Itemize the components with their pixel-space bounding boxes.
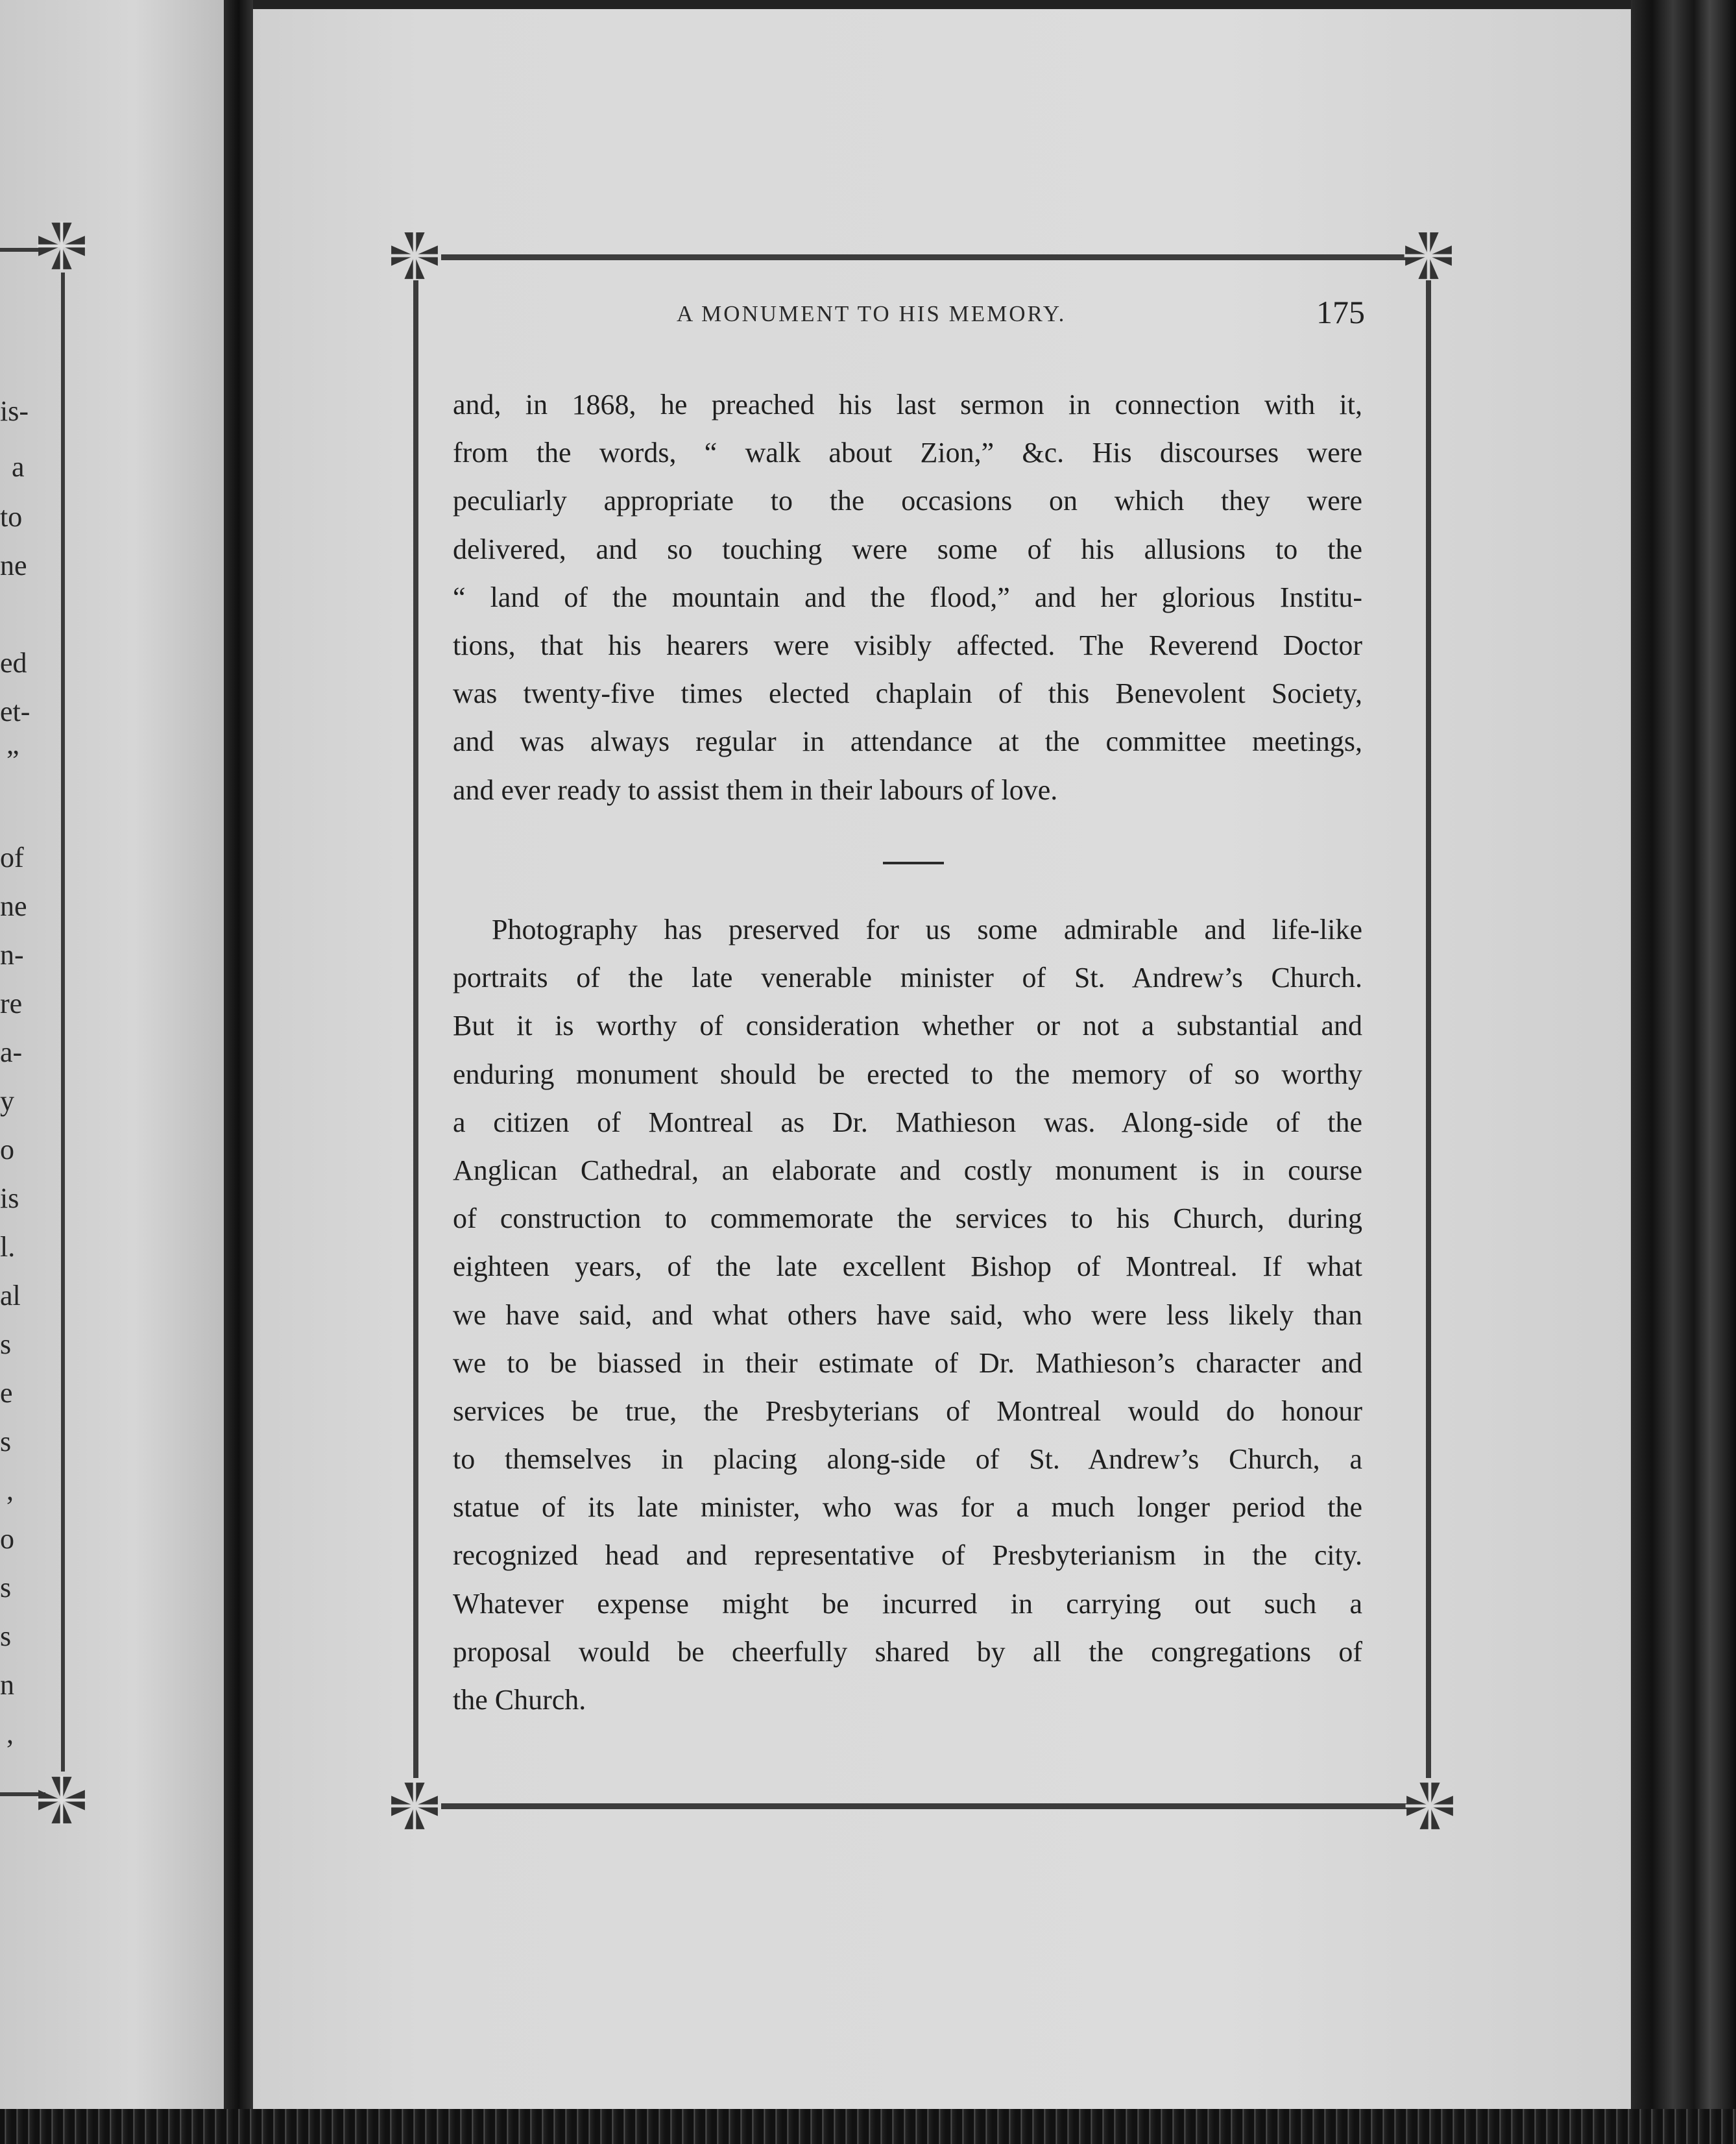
left-page-fragment: s [0, 1572, 12, 1603]
maltese-cross-icon [389, 1781, 440, 1831]
running-title: A MONUMENT TO HIS MEMORY. [677, 301, 1067, 326]
left-page-fragment: a [12, 451, 25, 483]
paragraph-2 [453, 906, 1362, 1724]
text-line: eighteen years, of the late excellent Bishop of Montreal. If what [453, 1250, 1362, 1283]
text-line: and, in 1868, he preached his last sermon in connection with it, [453, 389, 1362, 420]
maltese-cross-icon [389, 230, 440, 281]
left-page-fragment: al [0, 1280, 21, 1311]
text-line: delivered, and so touching were some of his allusions to the [453, 533, 1362, 565]
text-line: was twenty-five times elected chaplain of this Benevolent Society, [453, 677, 1362, 710]
frame-left-border [413, 280, 418, 1778]
text-line: portraits of the late venerable minister of St. Andrew’s Church. [453, 962, 1362, 994]
left-page-fragment: ne [0, 890, 27, 922]
scan-bottom-edge [0, 2109, 1736, 2144]
text-line: services be true, the Presbyterians of Montreal would do honour [453, 1395, 1362, 1427]
left-page [0, 0, 224, 2144]
text-line: recognized head and representative of Presbyterianism in the city. [453, 1539, 1362, 1572]
left-page-frame-line [61, 273, 65, 1772]
frame-bottom-border [441, 1803, 1411, 1809]
scan-top-edge [0, 0, 1736, 9]
book-gutter [224, 0, 253, 2144]
text-line: a citizen of Montreal as Dr. Mathieson was. Along-side of the [453, 1106, 1362, 1138]
text-line: peculiarly appropriate to the occasions on which they were [453, 485, 1362, 517]
paragraph-1 [453, 381, 1362, 814]
left-page-fragment: o [0, 1523, 14, 1555]
running-head [584, 293, 1427, 332]
left-page-fragment: n [0, 1669, 14, 1701]
text-line: tions, that his hearers were visibly affected. The Reverend Doctor [453, 629, 1362, 661]
left-page-fragment: , [6, 1718, 14, 1749]
text-line: Whatever expense might be incurred in carrying out such a [453, 1587, 1362, 1620]
left-page-fragment: ne [0, 550, 27, 581]
frame-right-border [1426, 280, 1431, 1778]
text-line: to themselves in placing along-side of St. Andrew’s Church, a [453, 1443, 1362, 1476]
left-page-fragment: a- [0, 1036, 23, 1068]
text-line: we to be biassed in their estimate of Dr. Mathieson’s character and [453, 1346, 1362, 1379]
text-line: from the words, “ walk about Zion,” &c. His discourses were [453, 437, 1362, 469]
text-line: of construction to commemorate the services to his Church, during [453, 1202, 1362, 1235]
text-line: proposal would be cheerfully shared by all the congregations of [453, 1635, 1362, 1668]
maltese-cross-icon [1403, 230, 1454, 281]
book-edge-right [1631, 0, 1736, 2144]
left-page-fragment: , [6, 1474, 14, 1506]
text-line: we have said, and what others have said, who were less likely than [453, 1298, 1362, 1331]
left-page-fragment: y [0, 1085, 14, 1117]
page-number: 175 [1316, 294, 1365, 330]
text-line: Anglican Cathedral, an elaborate and costly monument is in course [453, 1154, 1362, 1186]
left-page-fragment: s [0, 1426, 12, 1457]
maltese-cross-icon [1404, 1781, 1455, 1831]
left-page-fragment: s [0, 1620, 12, 1652]
text-line: statue of its late minister, who was for a much longer period the [453, 1491, 1362, 1524]
text-line: and ever ready to assist them in their labours of love. [453, 774, 1058, 806]
left-page-fragment: ed [0, 647, 27, 679]
section-divider [883, 862, 944, 864]
left-page-fragment: et- [0, 696, 30, 727]
left-page-fragment: o [0, 1134, 14, 1165]
left-page-fragment: l. [0, 1231, 16, 1263]
left-page-fragment: to [0, 501, 23, 533]
left-page-fragment: is- [0, 395, 29, 427]
text-line: Photography has preserved for us some admirable and life-like [492, 914, 1362, 945]
left-page-fragment: s [0, 1328, 12, 1360]
left-page-fragment: of [0, 842, 24, 873]
left-page-fragment: re [0, 988, 23, 1019]
text-line: and was always regular in attendance at the committee meetings, [453, 725, 1362, 758]
left-page-fragment: is [0, 1182, 19, 1214]
maltese-cross-icon [36, 221, 87, 271]
left-page-fragment: ” [6, 744, 19, 776]
text-line: But it is worthy of consideration whether or not a substantial and [453, 1010, 1362, 1042]
text-line: enduring monument should be erected to the memory of so worthy [453, 1058, 1362, 1090]
text-line: “ land of the mountain and the flood,” and her glorious Institu- [453, 581, 1362, 613]
left-page-fragment: e [0, 1377, 13, 1409]
maltese-cross-icon [36, 1775, 87, 1825]
left-page-fragment: n- [0, 939, 24, 971]
text-line: the Church. [453, 1684, 586, 1716]
frame-top-border [441, 254, 1411, 260]
